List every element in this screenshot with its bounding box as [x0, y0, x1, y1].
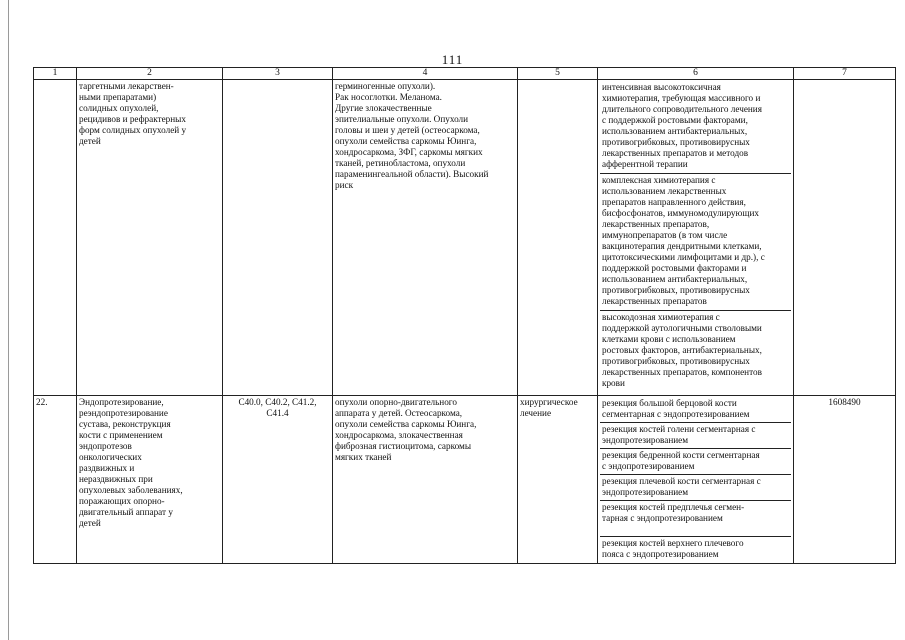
header-cell-7: 7	[794, 68, 896, 80]
treatment-method-item: резекция костей голени сегментарная с эндопротезированием	[600, 423, 791, 449]
treatment-kind-text: хирургическое лечение	[520, 397, 578, 418]
header-cell-4: 4	[333, 68, 518, 80]
header-cell-6: 6	[598, 68, 794, 80]
icd-codes-cell	[223, 80, 333, 396]
treatment-method-cell	[598, 80, 794, 396]
page-number: 111	[441, 52, 464, 67]
treatment-method-item: резекция костей предплечья сегмен- тарная с эндопротезированием	[600, 501, 791, 537]
page-left-edge	[8, 0, 9, 640]
icd-codes-cell	[223, 396, 333, 564]
treatment-type-cell	[77, 80, 223, 396]
icd-codes-text: C40.0, C40.2, C41.2, C41.4	[238, 397, 317, 418]
cost-cell: 1608490	[794, 396, 896, 564]
treatment-method-item: комплексная химиотерапия с использованием лекарственных препаратов направленного действия, бисфосфонатов, иммуномодулирующих лекарственных препаратов, иммунопрепаратов (в том числе вакцинотерапия дендритными клетками, цитотоксическими лимфоцитами и др.), с поддержкой ростовыми факторами и использованием антибактериальных, противогрибковых, противовирусных лекарственных препаратов	[600, 174, 791, 311]
table-row-22	[34, 396, 896, 564]
header-row	[34, 68, 896, 80]
header-cell-3: 3	[223, 68, 333, 80]
treatment-method-item: резекция большой берцовой кости сегментарная с эндопротезированием	[600, 397, 791, 423]
header-cell-5: 5	[518, 68, 598, 80]
treatment-method-item: резекция плечевой кости сегментарная с эндопротезированием	[600, 475, 791, 501]
cost-cell	[794, 80, 896, 396]
disease-model-text: герминогенные опухоли). Рак носоглотки. Меланома. Другие злокачественные эпителиальные опухоли. Опухоли головы и шеи у детей (остеосаркома, опухоли семейства саркомы Юинга, хондросаркома, ЗФГ, саркомы мягких тканей, ретинобластома, опухоли параменингеальной области). Высокий риск	[335, 81, 489, 190]
disease-model-text: опухоли опорно-двигательного аппарата у детей. Остеосаркома, опухоли семейства саркомы Юинга, хондросаркома, злокачественная фиброзная гистиоцитома, саркомы мягких тканей	[335, 397, 477, 462]
treatment-kind-cell	[518, 396, 598, 564]
treatment-type-text: Эндопротезирование, реэндопротезирование сустава, реконструкция кости с применением эндопротезов онкологических раздвижных и нераздвижных при опухолевых заболеваниях, поражающих опорно- двигательный аппарат у детей	[79, 397, 183, 528]
treatment-method-item: интенсивная высокотоксичная химиотерапия, требующая массивного и длительного сопроводительного лечения с поддержкой ростовыми факторами, использованием антибактериальных, противогрибковых, противовирусных лекарственных препаратов и методов афферентной терапии	[600, 81, 791, 174]
disease-model-cell	[333, 80, 518, 396]
row-number-cell: 22.	[34, 396, 77, 564]
row-number-cell	[34, 80, 77, 396]
header-cell-2: 2	[77, 68, 223, 80]
treatment-method-item: резекция костей верхнего плечевого пояса с эндопротезированием	[602, 538, 744, 559]
treatment-type-cell	[77, 396, 223, 564]
disease-model-cell	[333, 396, 518, 564]
medical-care-table	[33, 67, 896, 564]
treatment-type-text: таргетными лекарствен- ными препаратами) солидных опухолей, рецидивов и рефрактерных форм солидных опухолей у детей	[79, 81, 187, 146]
treatment-method-item: резекция бедренной кости сегментарная с эндопротезированием	[600, 449, 791, 475]
treatment-kind-cell	[518, 80, 598, 396]
treatment-method-cell	[598, 396, 794, 564]
treatment-method-item: высокодозная химиотерапия с поддержкой аутологичными стволовыми клетками крови с использованием ростовых факторов, антибактериальных, противогрибковых, противовирусных лекарственных препаратов, компонентов крови	[602, 312, 762, 388]
header-cell-1: 1	[34, 68, 77, 80]
table-row-continuation	[34, 80, 896, 396]
